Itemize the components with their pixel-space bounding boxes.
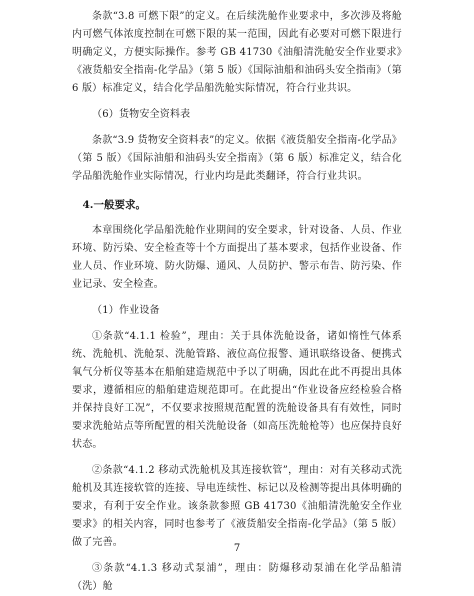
subheading-cargo-safety-data-sheet: （6）货物安全资料表 [92,109,191,120]
paragraph-lower-flammable-limit: 条款“3.8 可燃下限”的定义。在后续洗舱作业要求中，多次涉及将舱内可燃气体浓度控制在可燃下限的某一范围，因此有必要对可燃下限进行明确定义，方便实际操作。参考 GB 41730《油船清洗舱安全作业要求》《液货船安全指南-化学品》（第 5 版）《国际油船和油码头安全指南》（第 6 版）标准定义，结合化学品船洗舱实际情况，符合行业共识。 [72,11,402,94]
paragraph-cargo-safety-data-sheet: 条款“3.9 货物安全资料表”的定义。依据《液货船安全指南-化学品》（第 5 版）《国际油船和油码头安全指南》（第 6 版）标准定义，结合化学品船洗舱作业实际情况，行业内均是此类翻译，符合行业共识。 [72,135,402,182]
subheading-operating-equipment: （1）作业设备 [92,305,160,316]
paragraph-clause-4-1-2: ②条款“4.1.2 移动式洗舱机及其连接软管”，理由：对有关移动式洗舱机及其连接软管的连接、导电连续性、标记以及检测等提出具体明确的要求，有利于安全作业。该条款参照 GB 41730《油船清洗舱安全作业要求》的相关内容，同时也参考了《液货船安全指南-化学品》（第 5 版）做了完善。 [72,465,402,548]
section-heading-general-requirements: 4.一般要求。 [82,199,146,211]
paragraph-clause-4-1-3: ③条款“4.1.3 移动式泵浦”，理由：防爆移动泵浦在化学品船清（洗）舱 [72,563,402,592]
paragraph-clause-4-1-1: ①条款“4.1.1 检验”，理由：关于具体洗舱设备，诸如惰性气体系统、洗舱机、洗舱泵、洗舱管路、液位高位报警、通讯联络设备、便携式氧气分析仪等基本在船舶建造规范中予以了明确，因此在此不再提出具体要求，遵循相应的船舶建造规范即可。在此提出“作业设备应经检验合格并保持良好工况”，不仅要求按照规范配置的洗舱设备具有有效性，同时要求洗舱站点等所配置的相关洗舱设备（如高压洗舱枪等）也应保持良好状态。 [72,331,402,450]
paragraph-general-requirements: 本章围绕化学品船洗舱作业期间的安全要求，针对设备、人员、作业环境、防污染、安全检查等十个方面提出了基本要求，包括作业设备、作业人员、作业环境、防火防爆、通风、人员防护、警示布告、防污染、作业记录、安全检查。 [72,225,402,290]
page-number: 7 [233,543,241,554]
